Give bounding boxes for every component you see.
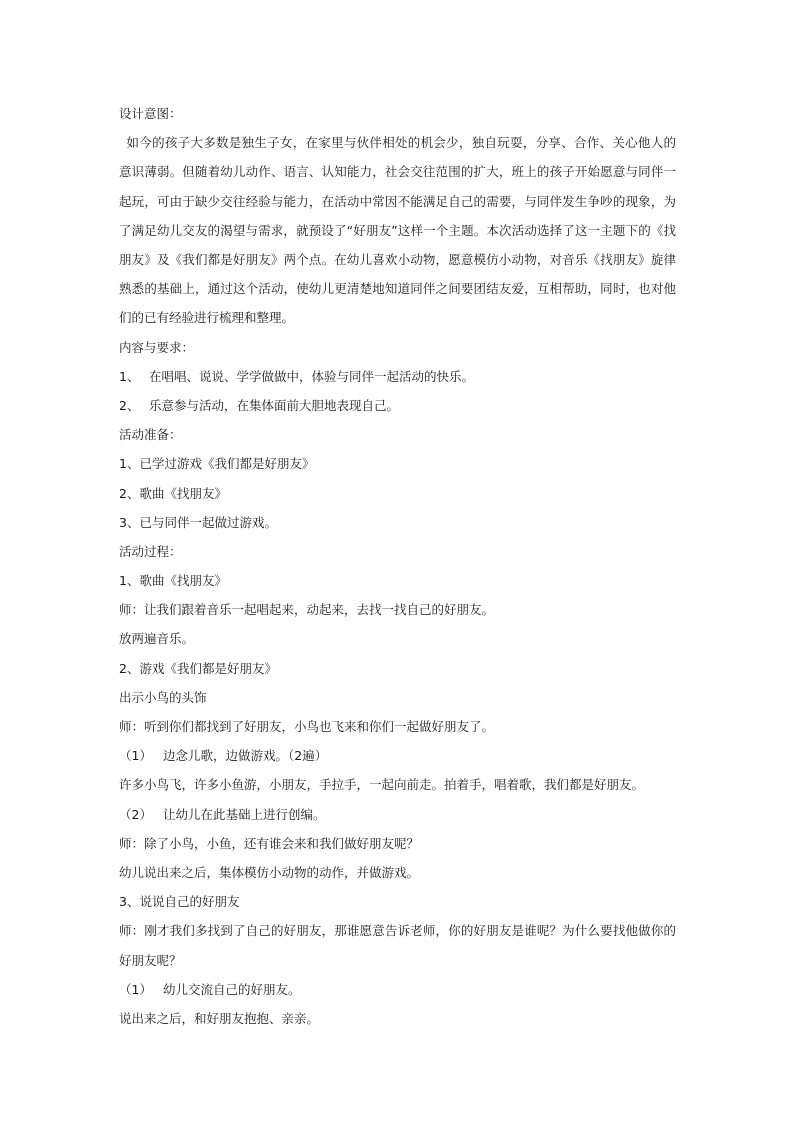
section-heading-preparation: 活动准备： (119, 427, 182, 443)
section-heading-process: 活动过程： (119, 543, 182, 559)
teacher-line: 师：让我们跟着音乐一起唱起来，动起来，去找一找自己的好朋友。 (119, 602, 495, 618)
list-text: 幼儿交流自己的好朋友。 (163, 981, 301, 997)
process-note: 说出来之后，和好朋友抱抱、亲亲。 (119, 1010, 320, 1026)
list-number: 1、 (119, 368, 140, 384)
teacher-line: 师：除了小鸟，小鱼，还有谁会来和我们做好朋友呢？ (119, 835, 420, 851)
list-number: （2） (119, 806, 152, 822)
process-note: 放两遍音乐。 (119, 631, 195, 647)
preparation-item-1: 1、已学过游戏《我们都是好朋友》 (119, 456, 315, 472)
list-text: 乐意参与活动，在集体面前大胆地表现自己。 (149, 397, 400, 413)
sub-item-1 (119, 741, 679, 770)
process-note: 幼儿说出来之后，集体模仿小动物的动作，并做游戏。 (119, 864, 420, 880)
process-step-3: 3、说说自己的好朋友 (119, 894, 240, 910)
document-body (119, 99, 679, 1033)
process-note: 出示小鸟的头饰 (119, 689, 207, 705)
sub-item-1 (119, 975, 679, 1004)
list-text: 边念儿歌，边做游戏。（2遍） (163, 748, 328, 764)
list-text: 让幼儿在此基础上进行创编。 (163, 806, 326, 822)
list-number: 2、 (119, 397, 140, 413)
process-step-1: 1、歌曲《找朋友》 (119, 573, 227, 589)
list-number: （1） (119, 981, 152, 997)
list-number: （1） (119, 748, 152, 764)
preparation-item-2: 2、歌曲《找朋友》 (119, 485, 227, 501)
section-heading-requirements: 内容与要求： (119, 339, 195, 355)
process-step-2: 2、游戏《我们都是好朋友》 (119, 660, 277, 676)
preparation-item-3: 3、已与同伴一起做过游戏。 (119, 514, 277, 530)
design-paragraph: 如今的孩子大多数是独生子女，在家里与伙伴相处的机会少，独自玩耍，分享、合作、关心他人的意识薄弱。但随着幼儿动作、语言、认知能力，社会交往范围的扩大，班上的孩子开始愿意与同伴一起玩，可由于缺少交往经验与能力，在活动中常因不能满足自己的需要，与同伴发生争吵的现象，为了满足幼儿交友的渴望与需求，就预设了“好朋友”这样一个主题。本次活动选择了这一主题下的《找朋友》及《我们都是好朋友》两个点。在幼儿喜欢小动物，愿意模仿小动物，对音乐《找朋友》旋律熟悉的基础上，通过这个活动，使幼儿更清楚地知道同伴之间要团结友爱，互相帮助，同时，也对他们的已有经验进行梳理和整理。 (119, 135, 676, 326)
teacher-line: 师：听到你们都找到了好朋友，小鸟也飞来和你们一起做好朋友了。 (119, 719, 495, 735)
requirement-item-1 (119, 362, 679, 391)
rhyme-line: 许多小鸟飞，许多小鱼游，小朋友，手拉手，一起向前走。拍着手，唱着歌，我们都是好朋友。 (119, 777, 645, 793)
teacher-line: 师：刚才我们多找到了自己的好朋友，那谁愿意告诉老师，你的好朋友是谁呢？为什么要找他做你的好朋友呢？ (119, 923, 676, 968)
sub-item-2 (119, 800, 679, 829)
section-heading-design: 设计意图： (119, 106, 182, 121)
requirement-item-2 (119, 391, 679, 420)
list-text: 在唱唱、说说、学学做做中，体验与同伴一起活动的快乐。 (149, 368, 475, 384)
